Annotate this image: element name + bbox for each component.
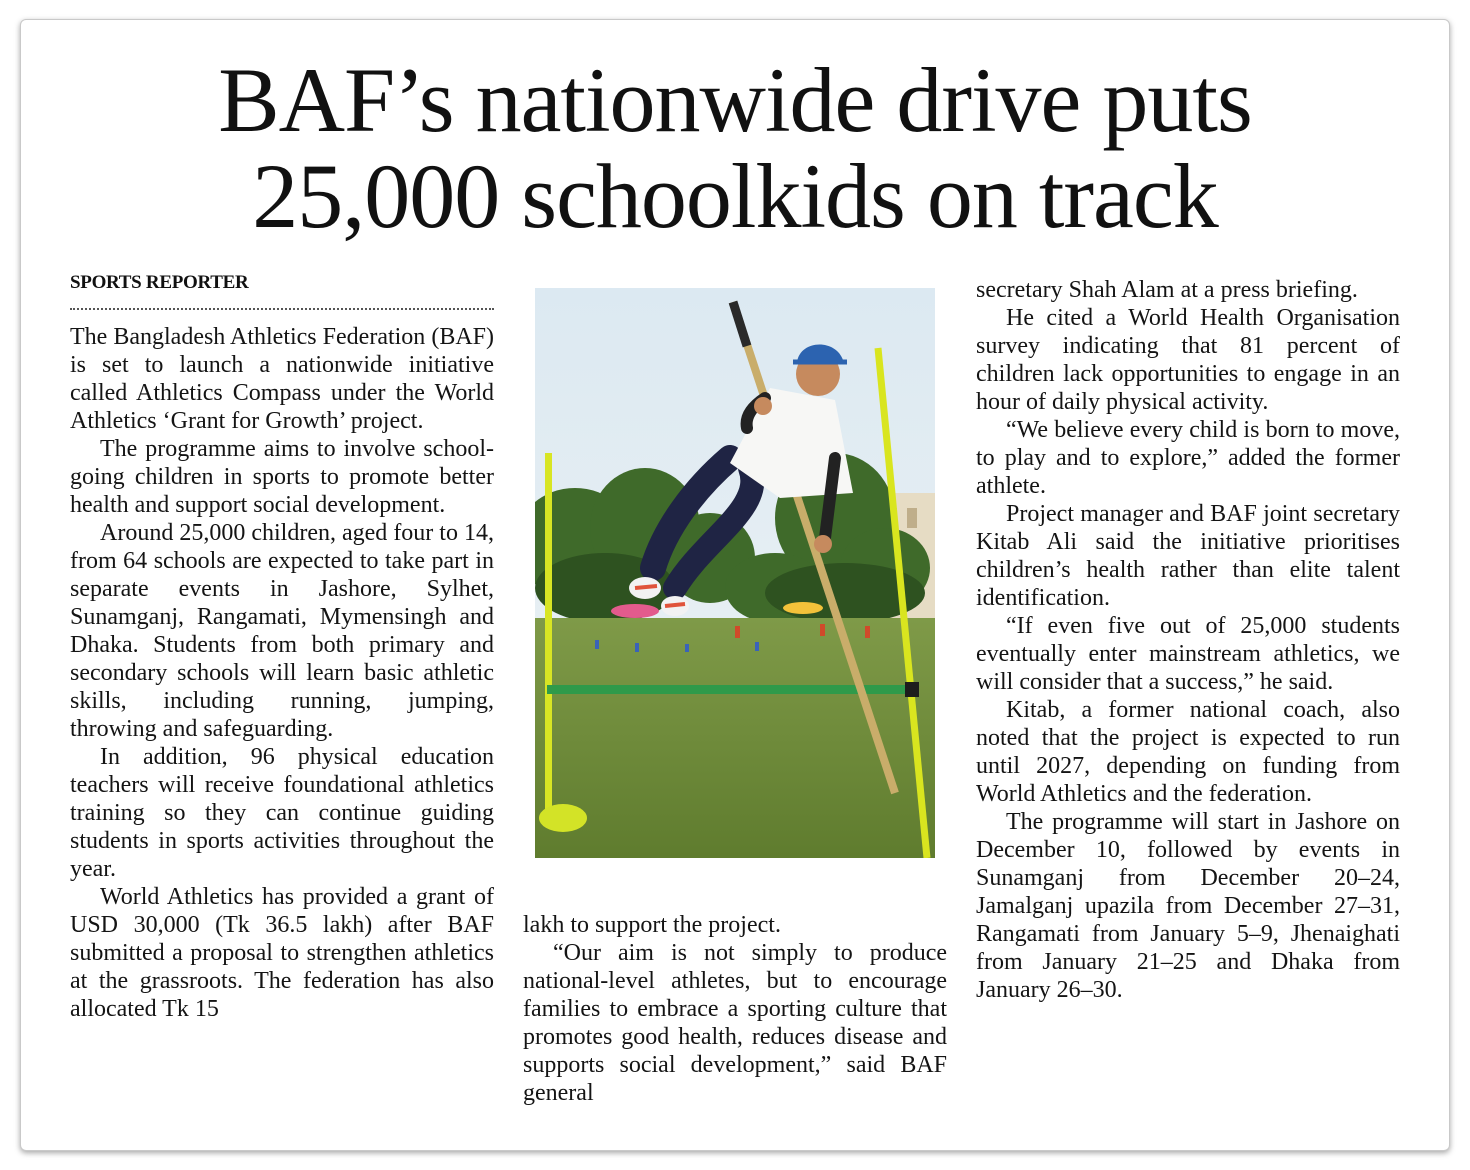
headline-line-2: 25,000 schoolkids on track	[252, 145, 1218, 247]
paragraph: “If even five out of 25,000 students eventually enter mainstream athletics, we will consider that a success,” he said.	[976, 613, 1400, 695]
paragraph: The programme aims to involve school-going children in sports to promote better health and support social development.	[70, 436, 494, 518]
paragraph: Project manager and BAF joint secretary Kitab Ali said the initiative prioritises children’s health rather than elite talent identification.	[976, 501, 1400, 611]
byline: SPORTS REPORTER	[70, 272, 249, 293]
paragraph: lakh to support the project.	[523, 912, 781, 938]
paragraph: The Bangladesh Athletics Federation (BAF) is set to launch a nationwide initiative called Athletics Compass under the World Athletics ‘Grant for Growth’ project.	[70, 324, 494, 434]
paragraph: In addition, 96 physical education teachers will receive foundational athletics training so they can continue guiding students in sports activities throughout the year.	[70, 744, 494, 882]
paragraph: Kitab, a former national coach, also noted that the project is expected to run until 2027, depending on funding from World Athletics and the federation.	[976, 697, 1400, 807]
paragraph: “We believe every child is born to move, to play and to explore,” added the former athlete.	[976, 417, 1400, 499]
article-column-1	[70, 323, 494, 1023]
paragraph: World Athletics has provided a grant of USD 30,000 (Tk 36.5 lakh) after BAF submitted a proposal to strengthen athletics at the grassroots. The federation has also allocated Tk 15	[70, 884, 494, 1022]
article-column-3	[976, 276, 1400, 1004]
athlete-vaulting-photo	[535, 288, 935, 858]
headline-line-1: BAF’s nationwide drive puts	[218, 49, 1252, 151]
paragraph: secretary Shah Alam at a press briefing.	[976, 277, 1358, 303]
paragraph: He cited a World Health Organisation survey indicating that 81 percent of children lack opportunities to engage in an hour of daily physical activity.	[976, 305, 1400, 415]
headline	[20, 49, 1450, 247]
paragraph: Around 25,000 children, aged four to 14, from 64 schools are expected to take part in separate events in Jashore, Sylhet, Sunamganj, Rangamati, Mymensingh and Dhaka. Students from both primary and secondary schools will learn basic athletic skills, including running, jumping, throwing and safeguarding.	[70, 520, 494, 742]
article-column-2	[523, 911, 947, 1107]
byline-divider	[70, 308, 494, 310]
paragraph: The programme will start in Jashore on December 10, followed by events in Sunamganj from December 20–24, Jamalganj upazila from December 27–31, Rangamati from January 5–9, Jhenaighati from January 21–25 and Dhaka from January 26–30.	[976, 809, 1400, 1003]
paragraph: “Our aim is not simply to produce national-level athletes, but to encourage families to embrace a sporting culture that promotes good health, reduces disease and supports social development,” said BAF general	[523, 940, 947, 1106]
